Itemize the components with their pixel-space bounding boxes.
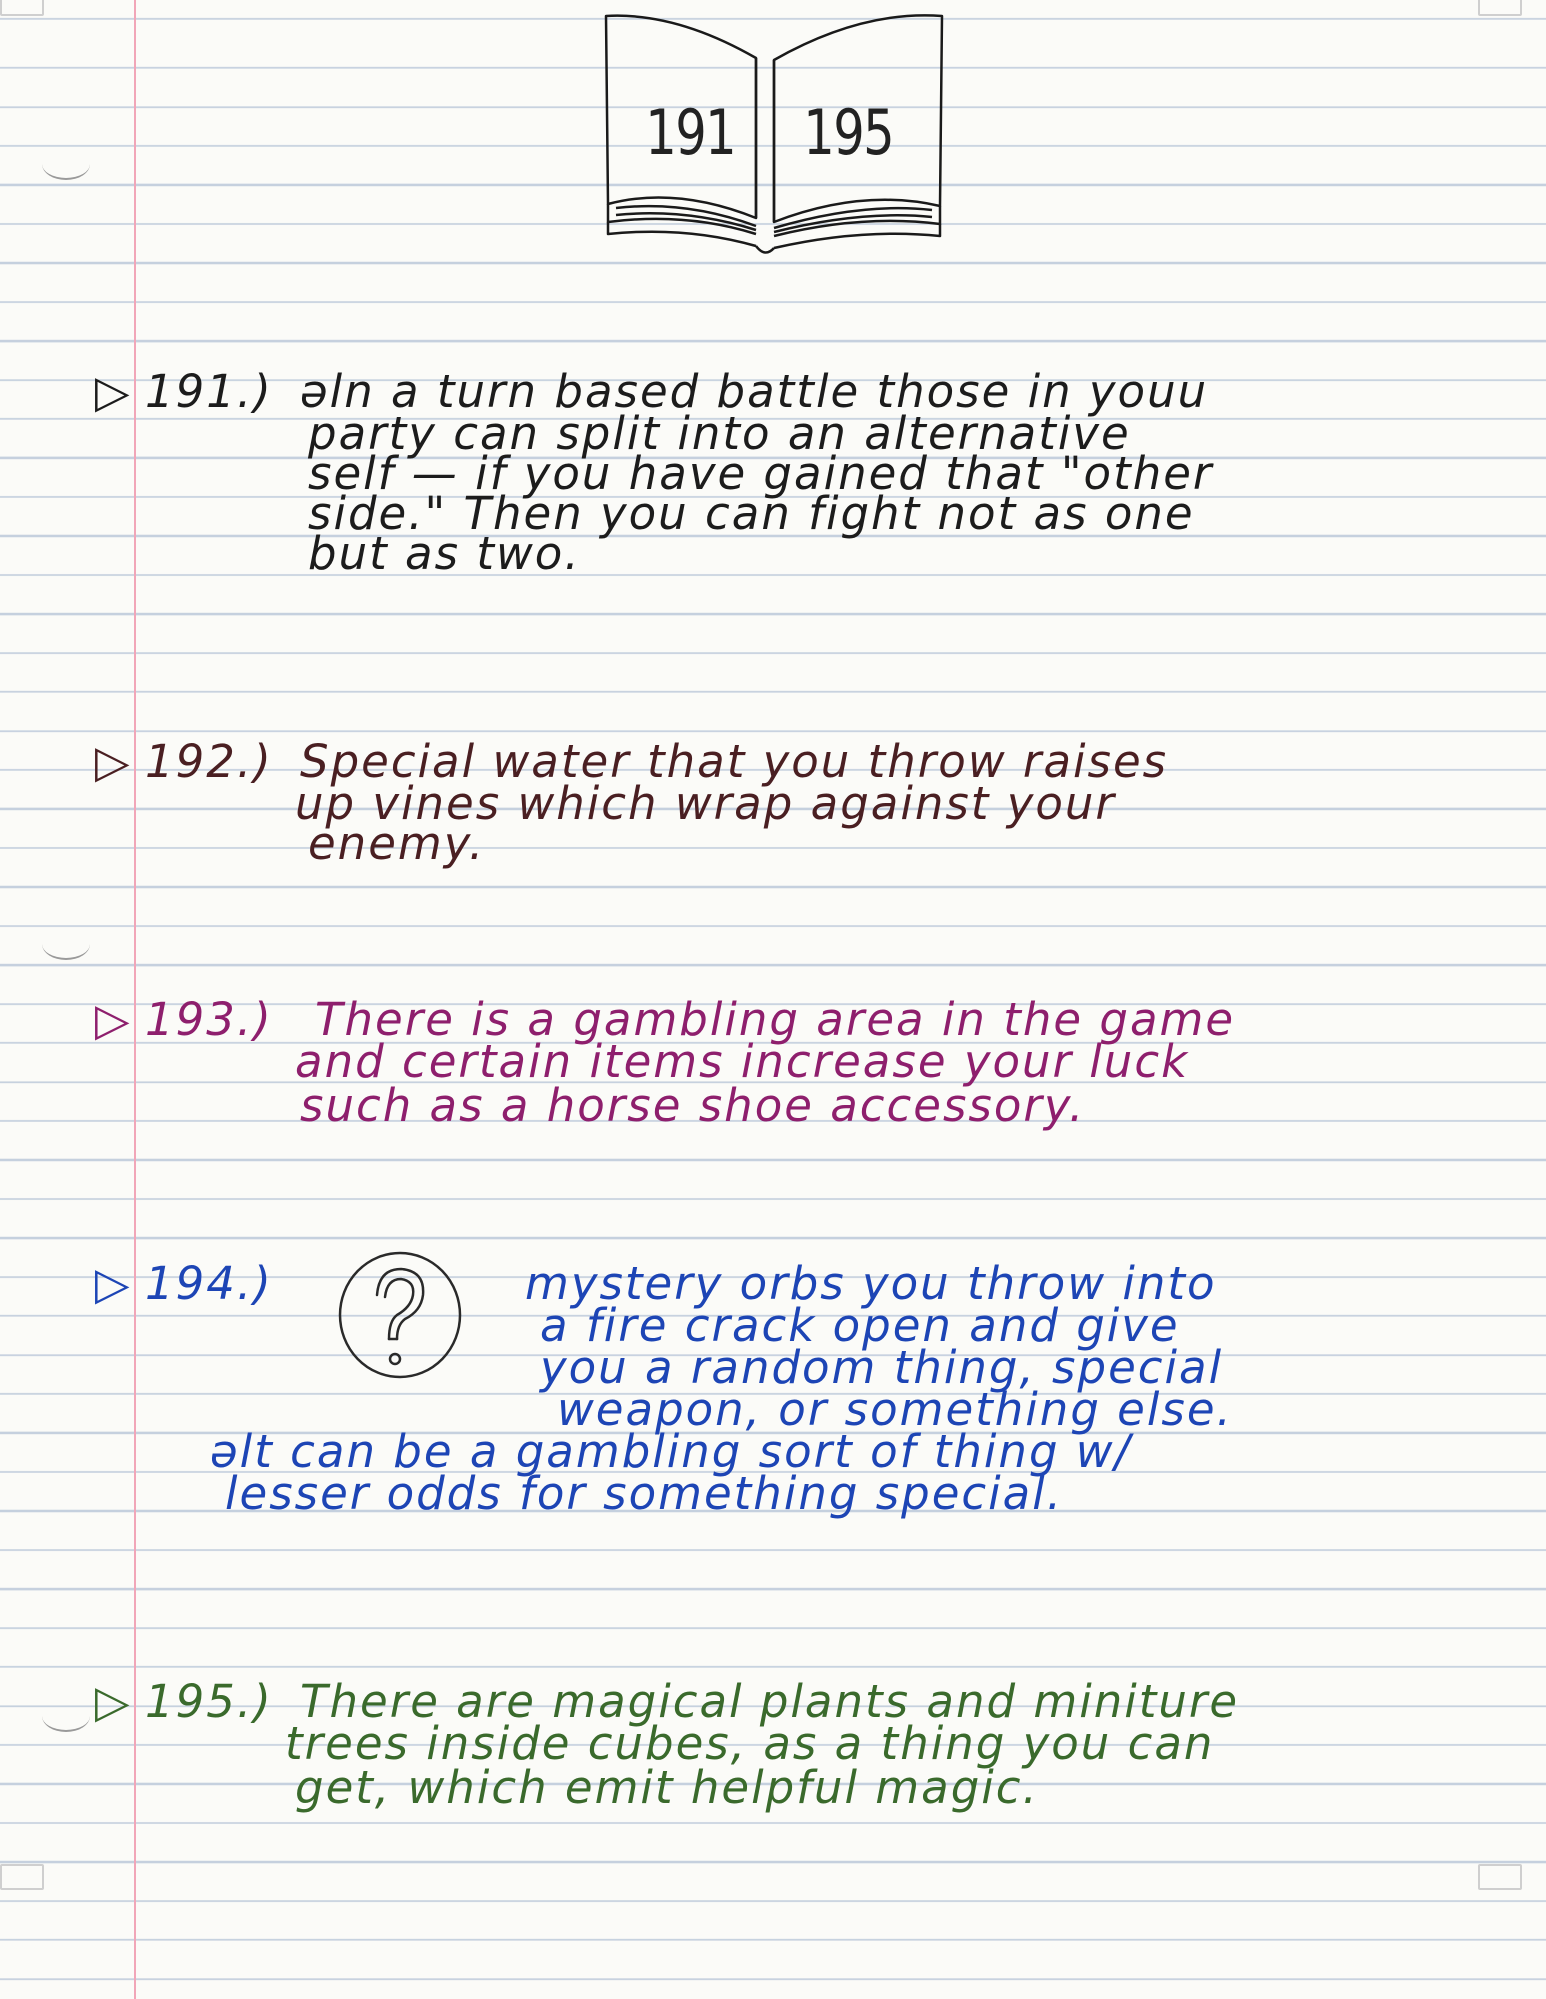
book-left-page-number: 191 [645,96,736,169]
binder-hole [42,1700,90,1732]
open-book-icon [596,8,952,270]
entry-text-line: a fire crack open and give [540,1299,1180,1352]
entry-text-line: There are magical plants and miniture [300,1675,1240,1728]
binder-hole [42,928,90,960]
bullet-marker: ▷ [95,1675,132,1728]
entry-text-line: trees inside cubes, as a thing you can [285,1717,1215,1770]
entry-number: 195.) [145,1675,273,1728]
bullet-marker: ▷ [95,1257,132,1310]
entry-text-line: Special water that you throw raises [300,735,1169,788]
corner-mark [0,0,44,16]
entry-text-line: and certain items increase your luck [295,1035,1190,1088]
entry-text-line: up vines which wrap against your [295,777,1116,830]
entry-number: 193.) [145,993,273,1046]
corner-mark [0,1864,44,1890]
bullet-marker: ▷ [95,993,132,1046]
entry-text-line: get, which emit helpful magic. [295,1761,1039,1814]
entry-text-line: ǝlt can be a gambling sort of thing w/ [210,1425,1132,1478]
entry-text-line: ǝln a turn based battle those in youu [300,365,1209,418]
book-right-page-number: 195 [803,96,894,169]
entry-text-line: mystery orbs you throw into [525,1257,1217,1310]
entry-text-line: party can split into an alternative [308,407,1131,460]
entry-text-line: self — if you have gained that "other [308,447,1214,500]
entry-number: 191.) [145,365,273,418]
bullet-marker: ▷ [95,365,132,418]
bullet-marker: ▷ [95,735,132,788]
entry-text-line: enemy. [308,817,486,870]
entry-text-line: but as two. [308,527,581,580]
entry-text-line: lesser odds for something special. [225,1467,1064,1520]
entry-text-line: such as a horse shoe accessory. [300,1079,1086,1132]
corner-mark [1478,1864,1522,1890]
entry-text-line: side." Then you can fight not as one [308,487,1195,540]
entry-text-line: you a random thing, special [540,1341,1224,1394]
question-mark-orb-icon [335,1247,465,1387]
binder-hole [42,148,90,180]
notebook-margin-line [134,0,136,1999]
entry-text-line: weapon, or something else. [557,1383,1233,1436]
entry-number: 194.) [145,1257,273,1310]
entry-number: 192.) [145,735,273,788]
corner-mark [1478,0,1522,16]
entry-text-line: There is a gambling area in the game [315,993,1236,1046]
